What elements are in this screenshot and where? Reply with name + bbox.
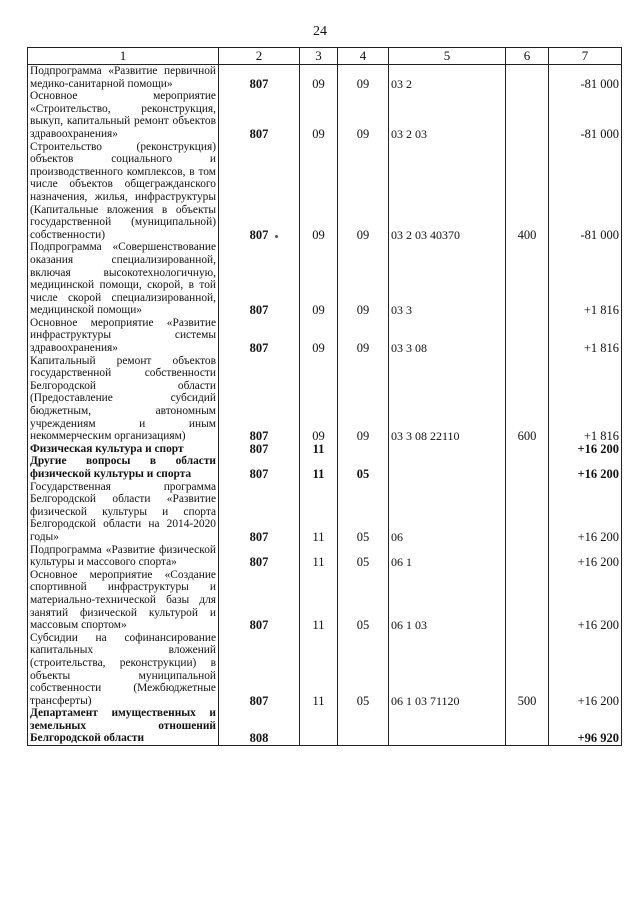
row-sum: +16 200	[549, 569, 622, 632]
row-rz: 11	[300, 632, 338, 708]
page-number: 24	[313, 24, 327, 39]
row-pr	[338, 707, 389, 745]
table-row	[28, 241, 622, 317]
row-ved: 807	[219, 569, 300, 632]
row-vr	[506, 707, 549, 745]
row-pr: 09	[338, 141, 389, 242]
row-pr: 05	[338, 455, 389, 480]
row-csr	[389, 455, 506, 480]
column-header: 3	[300, 48, 338, 65]
row-sum: +96 920	[549, 707, 622, 745]
table-row	[28, 707, 622, 745]
row-ved: 807	[219, 90, 300, 140]
row-csr: 06 1	[389, 544, 506, 569]
row-rz: 11	[300, 455, 338, 480]
row-pr: 09	[338, 90, 389, 140]
row-name: Другие вопросы в области физической культуры и спорта	[28, 455, 219, 480]
row-rz: 09	[300, 241, 338, 317]
row-csr: 06 1 03 71120	[389, 632, 506, 708]
row-vr	[506, 443, 549, 456]
column-header: 4	[338, 48, 389, 65]
row-rz: 09	[300, 355, 338, 443]
row-sum: +1 816	[549, 241, 622, 317]
row-name: Капитальный ремонт объектов государственной собственности Белгородской области (Предоставление субсидий бюджетным, автономным учреждениям и иным некоммерческим организациям)	[28, 355, 219, 443]
row-rz: 11	[300, 544, 338, 569]
table-row	[28, 141, 622, 242]
table-row	[28, 443, 622, 456]
row-rz: 09	[300, 90, 338, 140]
row-name: Основное мероприятие «Развитие инфраструктуры системы здравоохранения»	[28, 317, 219, 355]
row-ved: 807	[219, 544, 300, 569]
row-name: Подпрограмма «Совершенствование оказания специализированной, включая высокотехнологичную, медицинской помощи, скорой, в той числе скорой специализированной, медицинской помощи»	[28, 241, 219, 317]
row-sum: +16 200	[549, 481, 622, 544]
row-pr: 09	[338, 65, 389, 91]
row-sum: -81 000	[549, 141, 622, 242]
row-ved: 807	[219, 65, 300, 91]
row-ved: 808	[219, 707, 300, 745]
row-sum: -81 000	[549, 65, 622, 91]
row-name: Основное мероприятие «Строительство, реконструкция, выкуп, капитальный ремонт объектов здравоохранения»	[28, 90, 219, 140]
table-row	[28, 355, 622, 443]
table-row	[28, 481, 622, 544]
row-sum: +16 200	[549, 632, 622, 708]
table-row	[28, 90, 622, 140]
row-vr: 400	[506, 141, 549, 242]
row-ved: 807	[219, 481, 300, 544]
row-name: Субсидии на софинансирование капитальных вложений (строительства, реконструкции) в объекты муниципальной собственности (Межбюджетные трансферты)	[28, 632, 219, 708]
row-ved: 807	[219, 632, 300, 708]
row-name: Департамент имущественных и земельных отношений Белгородской области	[28, 707, 219, 745]
budget-table	[27, 47, 622, 746]
row-ved: 807	[219, 317, 300, 355]
scan-speck	[275, 235, 278, 238]
row-vr	[506, 241, 549, 317]
row-pr: 05	[338, 632, 389, 708]
row-ved: 807	[219, 455, 300, 480]
row-vr	[506, 90, 549, 140]
row-pr	[338, 443, 389, 456]
row-csr: 03 2	[389, 65, 506, 91]
row-name: Подпрограмма «Развитие физической культуры и массового спорта»	[28, 544, 219, 569]
row-csr: 06 1 03	[389, 569, 506, 632]
row-name: Государственная программа Белгородской области «Развитие физической культуры и спорта Белгородской области на 2014-2020 годы»	[28, 481, 219, 544]
table-row	[28, 569, 622, 632]
column-header: 1	[28, 48, 219, 65]
row-csr: 06	[389, 481, 506, 544]
row-csr	[389, 707, 506, 745]
column-header: 5	[389, 48, 506, 65]
table-row	[28, 317, 622, 355]
row-ved: 807	[219, 141, 300, 242]
row-vr: 500	[506, 632, 549, 708]
row-name: Физическая культура и спорт	[28, 443, 219, 456]
row-pr: 05	[338, 544, 389, 569]
row-vr	[506, 317, 549, 355]
row-name: Основное мероприятие «Создание спортивной инфраструктуры и материально-технической базы для занятий физической культурой и массовым спортом»	[28, 569, 219, 632]
row-rz	[300, 707, 338, 745]
row-vr: 600	[506, 355, 549, 443]
row-vr	[506, 569, 549, 632]
row-rz: 11	[300, 443, 338, 456]
row-pr: 05	[338, 481, 389, 544]
row-pr: 09	[338, 355, 389, 443]
table-row	[28, 455, 622, 480]
row-ved: 807	[219, 443, 300, 456]
row-pr: 09	[338, 317, 389, 355]
row-rz: 09	[300, 317, 338, 355]
row-sum: +16 200	[549, 455, 622, 480]
row-ved: 807	[219, 241, 300, 317]
row-csr: 03 3 08	[389, 317, 506, 355]
row-csr: 03 3 08 22110	[389, 355, 506, 443]
row-sum: +1 816	[549, 355, 622, 443]
row-sum: +16 200	[549, 544, 622, 569]
row-csr	[389, 443, 506, 456]
row-vr	[506, 65, 549, 91]
column-header: 2	[219, 48, 300, 65]
row-rz: 09	[300, 141, 338, 242]
row-vr	[506, 455, 549, 480]
row-vr	[506, 481, 549, 544]
row-csr: 03 2 03	[389, 90, 506, 140]
row-sum: +16 200	[549, 443, 622, 456]
column-header: 7	[549, 48, 622, 65]
row-name: Строительство (реконструкция) объектов социального и производственного комплексов, в том числе объектов общегражданского назначения, жилья, инфраструктуры (Капитальные вложения в объекты государственной (муниципальной) собственности)	[28, 141, 219, 242]
row-csr: 03 3	[389, 241, 506, 317]
row-rz: 11	[300, 481, 338, 544]
row-sum: -81 000	[549, 90, 622, 140]
table-header-row	[28, 48, 622, 65]
row-vr	[506, 544, 549, 569]
row-name: Подпрограмма «Развитие первичной медико-санитарной помощи»	[28, 65, 219, 91]
row-sum: +1 816	[549, 317, 622, 355]
row-pr: 05	[338, 569, 389, 632]
table-row	[28, 65, 622, 91]
table-row	[28, 632, 622, 708]
row-rz: 11	[300, 569, 338, 632]
row-ved: 807	[219, 355, 300, 443]
row-csr: 03 2 03 40370	[389, 141, 506, 242]
table-row	[28, 544, 622, 569]
row-pr: 09	[338, 241, 389, 317]
row-rz: 09	[300, 65, 338, 91]
column-header: 6	[506, 48, 549, 65]
